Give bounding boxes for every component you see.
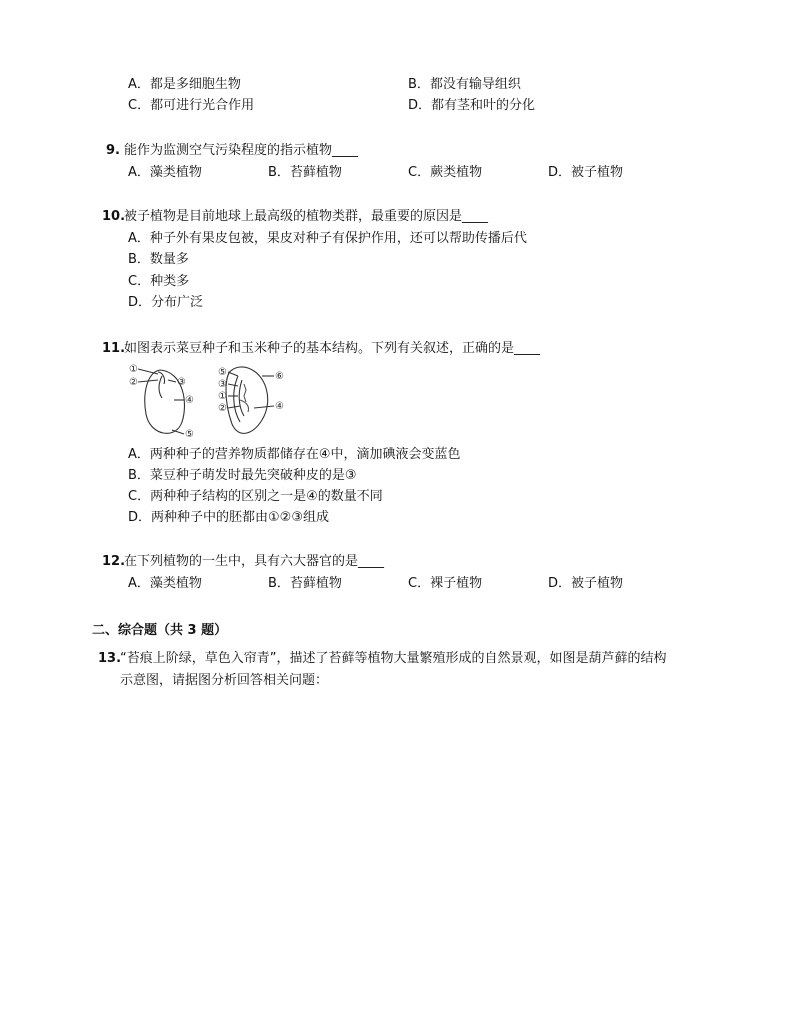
bean-label-4: ④ xyxy=(185,395,194,406)
q8-option-a[interactable]: A．都是多细胞生物 xyxy=(128,77,241,92)
q8-option-b[interactable]: B．都没有输导组织 xyxy=(408,77,521,92)
corn-label-1: ① xyxy=(218,391,227,402)
bean-label-3: ③ xyxy=(177,377,186,388)
q13-line-1: “苔痕上阶绿，草色入帘青”，描述了苔藓等植物大量繁殖形成的自然景观，如图是葫芦藓的结构 xyxy=(120,651,667,666)
bean-label-2: ② xyxy=(129,377,138,388)
q11-option-a[interactable]: A．两种种子的营养物质都储存在④中，滴加碘液会变蓝色 xyxy=(128,447,461,462)
q10-stem: 被子植物是目前地球上最高级的植物类群，最重要的原因是____ xyxy=(124,209,489,224)
q13-number: 13. xyxy=(98,651,122,666)
q9-number: 9. xyxy=(106,143,120,158)
q12-option-a[interactable]: A．藻类植物 xyxy=(128,576,202,591)
q9-option-d[interactable]: D．被子植物 xyxy=(548,165,624,180)
corn-label-6: ⑥ xyxy=(275,371,284,382)
q8-option-d[interactable]: D．都有茎和叶的分化 xyxy=(408,98,536,113)
q10-number: 10. xyxy=(102,209,126,224)
q8-option-c[interactable]: C．都可进行光合作用 xyxy=(128,98,255,113)
q11-option-d[interactable]: D．两种种子中的胚都由①②③组成 xyxy=(128,510,329,525)
q11-number: 11. xyxy=(102,341,126,356)
q9-option-a[interactable]: A．藻类植物 xyxy=(128,165,202,180)
q10-option-c[interactable]: C．种类多 xyxy=(128,274,190,289)
q10-option-a[interactable]: A．种子外有果皮包被，果皮对种子有保护作用，还可以帮助传播后代 xyxy=(128,231,527,246)
q11-option-b[interactable]: B．菜豆种子萌发时最先突破种皮的是③ xyxy=(128,468,357,483)
q9-option-c[interactable]: C．蕨类植物 xyxy=(408,165,483,180)
q9-option-b[interactable]: B．苔藓植物 xyxy=(268,165,342,180)
q11-stem: 如图表示菜豆种子和玉米种子的基本结构。下列有关叙述，正确的是____ xyxy=(124,341,541,356)
q12-option-d[interactable]: D．被子植物 xyxy=(548,576,624,591)
q13-line-2: 示意图，请据图分析回答相关问题： xyxy=(120,673,329,688)
q9-stem: 能作为监测空气污染程度的指示植物____ xyxy=(124,143,359,158)
q12-number: 12. xyxy=(102,554,126,569)
corn-label-3: ③ xyxy=(218,379,227,390)
q11-option-c[interactable]: C．两种种子结构的区别之一是④的数量不同 xyxy=(128,489,383,504)
seed-structure-figure xyxy=(128,362,300,444)
q12-stem: 在下列植物的一生中，具有六大器官的是____ xyxy=(124,554,385,569)
corn-label-4: ④ xyxy=(275,401,284,412)
q12-option-c[interactable]: C．裸子植物 xyxy=(408,576,483,591)
q10-option-b[interactable]: B．数量多 xyxy=(128,252,189,267)
bean-label-1: ① xyxy=(129,364,138,375)
bean-label-5: ⑤ xyxy=(185,429,194,440)
q12-option-b[interactable]: B．苔藓植物 xyxy=(268,576,342,591)
corn-label-5: ⑤ xyxy=(218,367,227,378)
q10-option-d[interactable]: D．分布广泛 xyxy=(128,295,204,310)
corn-seed-drawing xyxy=(226,367,274,433)
corn-label-2: ② xyxy=(218,403,227,414)
section-heading: 二、综合题（共 3 题） xyxy=(92,623,228,638)
